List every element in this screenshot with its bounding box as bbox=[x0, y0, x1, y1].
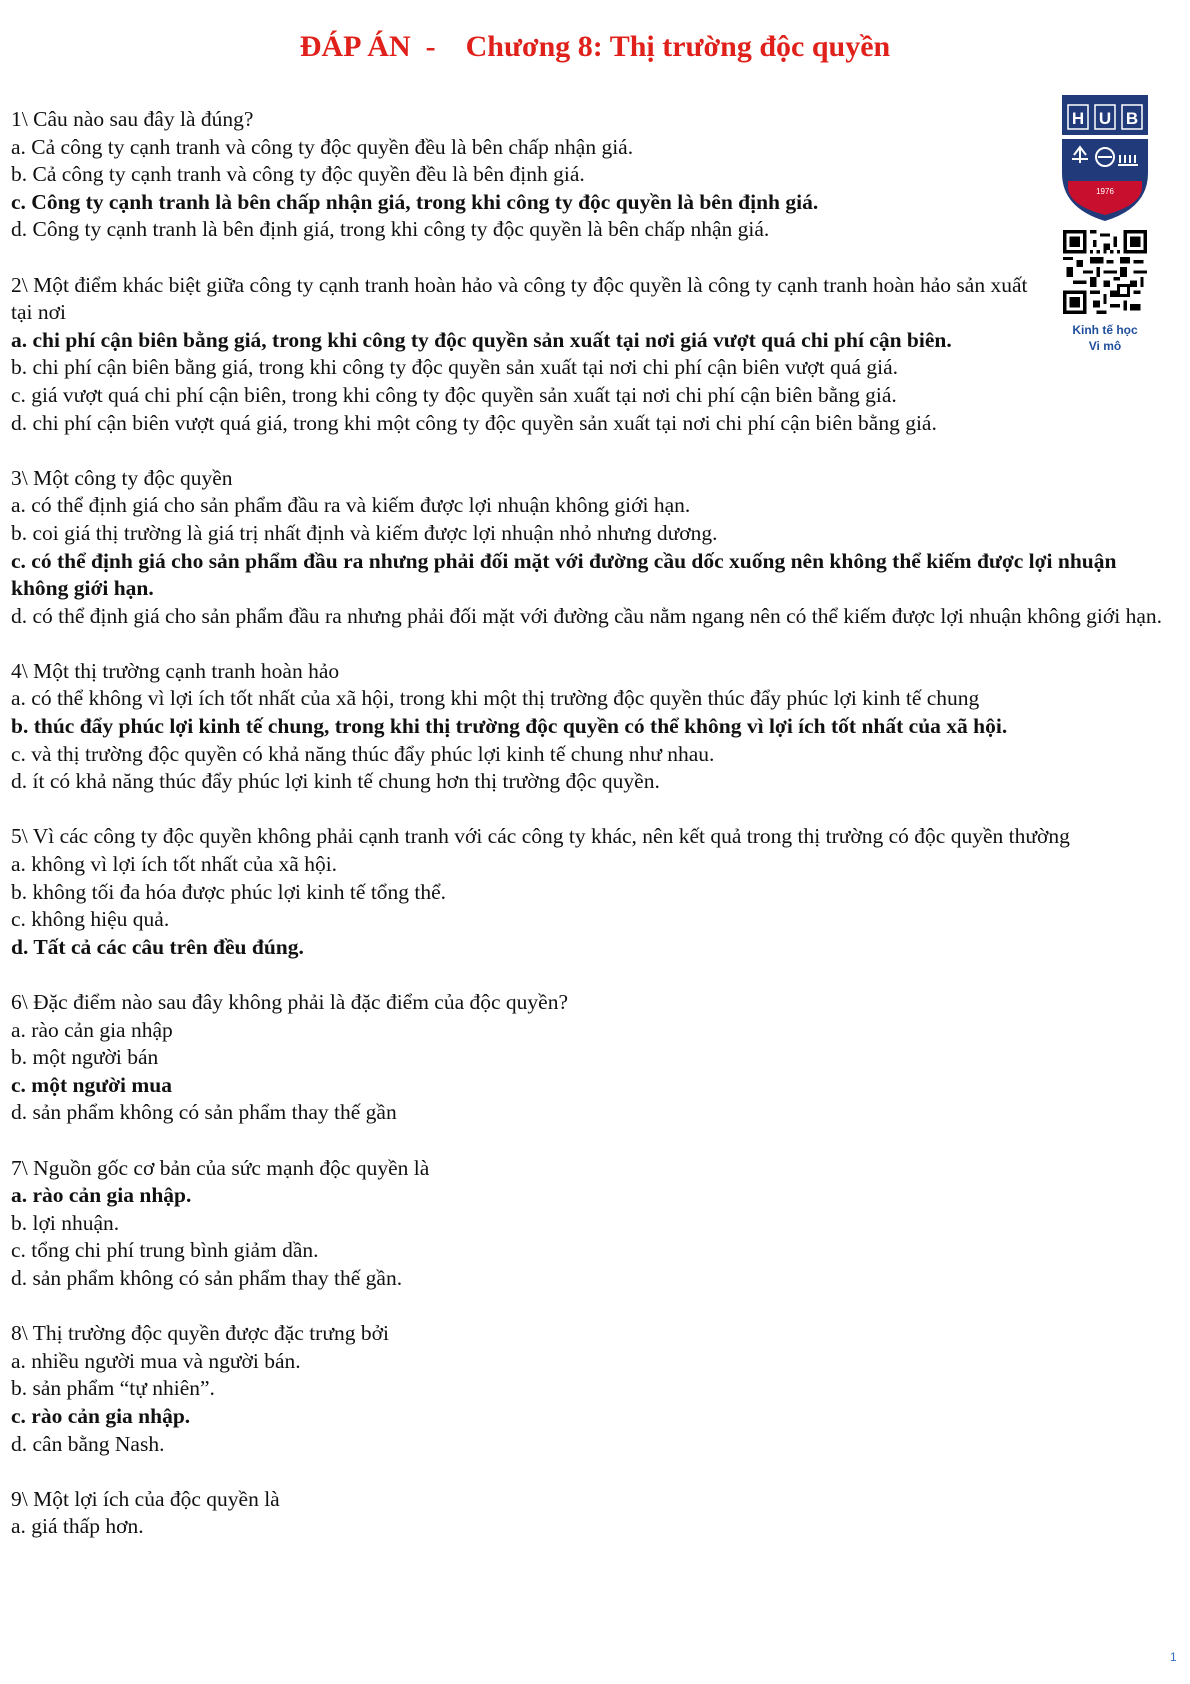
option-d: d. cân bằng Nash. bbox=[11, 1431, 165, 1456]
logo-letter-b: B bbox=[1125, 109, 1139, 128]
question-text: 3\ Một công ty độc quyền bbox=[11, 465, 233, 490]
option-c-correct: c. có thể định giá cho sản phẩm đầu ra nhưng phải đối mặt với đường cầu dốc xuống nên không thể kiếm được lợi nhuận không giới hạn. bbox=[11, 548, 1117, 601]
qr-caption-line-1: Kinh tế học bbox=[1072, 323, 1138, 337]
option-a-correct: a. rào cản gia nhập. bbox=[11, 1183, 192, 1208]
question-4 bbox=[11, 658, 1179, 796]
option-a: a. không vì lợi ích tốt nhất của xã hội. bbox=[11, 852, 338, 877]
option-a: a. nhiều người mua và người bán. bbox=[11, 1348, 301, 1373]
option-a: a. Cả công ty cạnh tranh và công ty độc quyền đều là bên chấp nhận giá. bbox=[11, 134, 634, 159]
option-a: a. có thể không vì lợi ích tốt nhất của xã hội, trong khi một thị trường độc quyền thúc đẩy phúc lợi kinh tế chung bbox=[11, 686, 980, 711]
question-text: 8\ Thị trường độc quyền được đặc trưng bởi bbox=[11, 1321, 389, 1346]
option-d: d. sản phẩm không có sản phẩm thay thế gần. bbox=[11, 1265, 403, 1290]
option-b: b. chi phí cận biên bằng giá, trong khi công ty độc quyền sản xuất tại nơi chi phí cận biên vượt quá giá. bbox=[11, 355, 899, 380]
option-c: c. và thị trường độc quyền có khả năng thúc đẩy phúc lợi kinh tế chung như nhau. bbox=[11, 741, 715, 766]
option-d: d. sản phẩm không có sản phẩm thay thế gần bbox=[11, 1100, 397, 1125]
option-a: a. có thể định giá cho sản phẩm đầu ra và kiếm được lợi nhuận không giới hạn. bbox=[11, 493, 691, 518]
option-d: d. Công ty cạnh tranh là bên định giá, trong khi công ty độc quyền là bên chấp nhận giá. bbox=[11, 217, 770, 242]
question-3 bbox=[11, 465, 1179, 631]
option-b: b. coi giá thị trường là giá trị nhất định và kiếm được lợi nhuận nhỏ nhưng dương. bbox=[11, 520, 718, 545]
page-title: ĐÁP ÁN - Chương 8: Thị trường độc quyền bbox=[299, 30, 891, 63]
question-text: 6\ Đặc điểm nào sau đây không phải là đặc điểm của độc quyền? bbox=[11, 990, 569, 1014]
option-d: d. chi phí cận biên vượt quá giá, trong khi một công ty độc quyền sản xuất tại nơi chi phí cận biên bằng giá. bbox=[11, 410, 937, 435]
question-1 bbox=[11, 106, 1179, 244]
option-c-correct: c. rào cản gia nhập. bbox=[11, 1403, 191, 1428]
logo-letter-u: U bbox=[1098, 109, 1112, 128]
logo-year: 1976 bbox=[1096, 187, 1114, 196]
page-number: 1 bbox=[1170, 1650, 1177, 1664]
option-d-correct: d. Tất cả các câu trên đều đúng. bbox=[11, 934, 304, 959]
option-a-correct: a. chi phí cận biên bằng giá, trong khi công ty độc quyền sản xuất tại nơi giá vượt quá chi phí cận biên. bbox=[11, 327, 952, 352]
option-c-correct: c. Công ty cạnh tranh là bên chấp nhận giá, trong khi công ty độc quyền là bên định giá. bbox=[11, 189, 819, 214]
question-5 bbox=[11, 823, 1179, 961]
option-c: c. tổng chi phí trung bình giảm dần. bbox=[11, 1238, 319, 1263]
option-d: d. có thể định giá cho sản phẩm đầu ra nhưng phải đối mặt với đường cầu nằm ngang nên có thể kiếm được lợi nhuận không giới hạn. bbox=[11, 603, 1163, 628]
option-b: b. một người bán bbox=[11, 1045, 159, 1070]
question-text: 4\ Một thị trường cạnh tranh hoàn hảo bbox=[11, 658, 340, 683]
option-c: c. không hiệu quả. bbox=[11, 907, 170, 932]
question-text: 1\ Câu nào sau đây là đúng? bbox=[11, 107, 254, 131]
question-text: 9\ Một lợi ích của độc quyền là bbox=[11, 1486, 280, 1511]
question-6 bbox=[11, 989, 1179, 1127]
option-a: a. rào cản gia nhập bbox=[11, 1017, 173, 1042]
logo-letter-h: H bbox=[1071, 109, 1085, 128]
question-text: 2\ Một điểm khác biệt giữa công ty cạnh tranh hoàn hảo và công ty độc quyền là công ty cạnh tranh hoàn hảo sản xuất tại nơi bbox=[11, 272, 1028, 325]
qr-caption-line-2: Vi mô bbox=[1088, 339, 1122, 353]
question-8 bbox=[11, 1320, 1179, 1458]
option-b-correct: b. thúc đẩy phúc lợi kinh tế chung, trong khi thị trường độc quyền có thể không vì lợi ích tốt nhất của xã hội. bbox=[11, 714, 1008, 739]
option-b: b. Cả công ty cạnh tranh và công ty độc quyền đều là bên định giá. bbox=[11, 162, 585, 187]
question-text: 7\ Nguồn gốc cơ bản của sức mạnh độc quyền là bbox=[11, 1155, 430, 1180]
option-b: b. sản phẩm “tự nhiên”. bbox=[11, 1376, 215, 1401]
answer-list bbox=[11, 106, 1179, 1568]
option-a: a. giá thấp hơn. bbox=[11, 1514, 144, 1539]
question-2 bbox=[11, 272, 1179, 438]
question-9 bbox=[11, 1486, 1179, 1541]
option-d: d. ít có khả năng thúc đẩy phúc lợi kinh tế chung hơn thị trường độc quyền. bbox=[11, 769, 660, 794]
option-b: b. lợi nhuận. bbox=[11, 1210, 120, 1235]
option-c-correct: c. một người mua bbox=[11, 1072, 172, 1097]
option-b: b. không tối đa hóa được phúc lợi kinh tế tổng thể. bbox=[11, 879, 447, 904]
question-text: 5\ Vì các công ty độc quyền không phải cạnh tranh với các công ty khác, nên kết quả trong thị trường có độc quyền thường bbox=[11, 824, 1070, 849]
question-7 bbox=[11, 1155, 1179, 1293]
option-c: c. giá vượt quá chi phí cận biên, trong khi công ty độc quyền sản xuất tại nơi chi phí cận biên bằng giá. bbox=[11, 382, 897, 407]
